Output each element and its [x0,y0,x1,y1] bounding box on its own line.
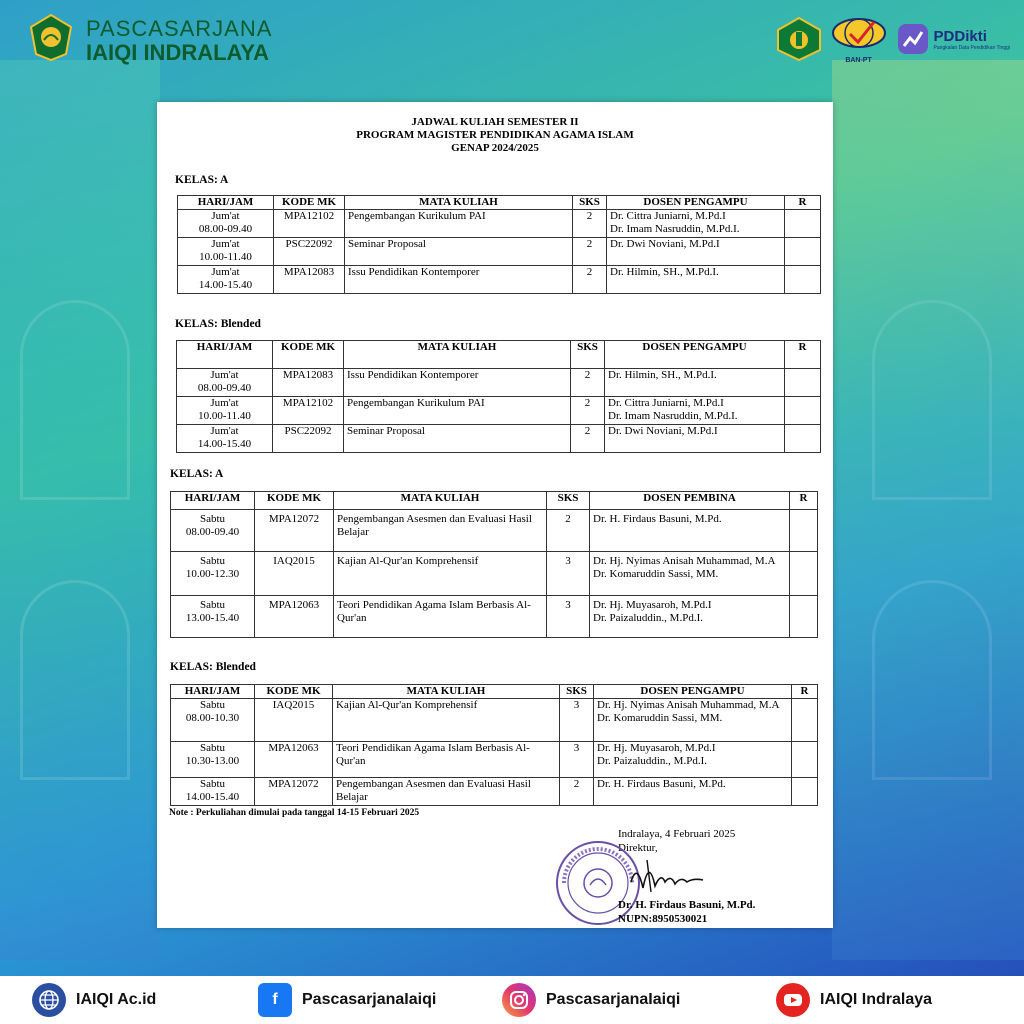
table-row [178,266,821,294]
course-name: Pengembangan Kurikulum PAI [345,210,573,238]
day: Sabtu [199,513,226,525]
day-time-cell [171,510,255,552]
day: Sabtu [199,555,226,567]
sign-name: Dr. H. Firdaus Basuni, M.Pd. [618,899,756,911]
lecturer-cell [594,699,792,742]
lecturer-cell [594,778,792,806]
lecturer: Dr. Hj. Nyimas Anisah Muhammad, M.A [597,699,780,711]
time: 10.00-12.30 [185,568,240,580]
lecturer: Dr. Imam Nasruddin, M.Pd.I. [608,410,738,422]
header-cell: MATA KULIAH [345,196,573,210]
day-time-cell [171,552,255,596]
course-code: PSC22092 [274,238,345,266]
room-cell [785,425,821,453]
course-name: Teori Pendidikan Agama Islam Berbasis Al-Qur'an [333,742,560,778]
room-cell [785,210,821,238]
day: Sabtu [199,778,226,790]
header-cell: MATA KULIAH [334,492,547,510]
table-row [178,210,821,238]
sks: 2 [571,369,605,397]
day: Jum'at [211,266,240,278]
lecturer-cell [605,369,785,397]
time: 14.00-15.40 [198,279,253,291]
course-name: Issu Pendidikan Kontemporer [344,369,571,397]
room-cell [785,397,821,425]
room-cell [785,369,821,397]
lecturer: Dr. Cittra Juniarni, M.Pd.I [608,397,724,409]
time: 14.00-15.40 [197,438,252,450]
course-code: MPA12063 [255,742,333,778]
course-code: MPA12083 [274,266,345,294]
lecturer: Dr. H. Firdaus Basuni, M.Pd. [593,513,722,525]
title-line-2: PROGRAM MAGISTER PENDIDIKAN AGAMA ISLAM [356,129,634,141]
sign-place-date: Indralaya, 4 Februari 2025 [618,828,736,840]
table-row [177,425,821,453]
schedule-table [170,684,818,806]
time: 13.00-15.40 [185,612,240,624]
day-time-cell [171,778,255,806]
facebook-label: PascasarjanaIaiqi [302,991,437,1008]
table-header-row [171,492,818,510]
instagram-icon [502,983,536,1017]
table-row [171,699,818,742]
room-cell [790,510,818,552]
lecturer: Dr. Imam Nasruddin, M.Pd.I. [610,223,740,235]
lecturer: Dr. Hj. Muyasaroh, M.Pd.I [597,742,716,754]
course-name: Pengembangan Asesmen dan Evaluasi Hasil Belajar [333,778,560,806]
schedule-note: Note : Perkuliahan dimulai pada tanggal 14-15 Februari 2025 [169,808,420,818]
lecturer: Dr. Dwi Noviani, M.Pd.I [608,425,718,437]
section-label: KELAS: A [170,468,224,480]
header-cell: KODE MK [274,196,345,210]
day: Sabtu [199,699,226,711]
lecturer: Dr. Dwi Noviani, M.Pd.I [610,238,720,250]
table-row [171,552,818,596]
header-cell: HARI/JAM [177,341,273,369]
title-line-3: GENAP 2024/2025 [451,142,539,154]
title-line-1: JADWAL KULIAH SEMESTER II [411,116,579,128]
instagram-label: PascasarjanaIaiqi [546,991,681,1008]
lecturer-cell [594,742,792,778]
pddikti-label: PDDikti [933,27,987,45]
course-name: Seminar Proposal [345,238,573,266]
day-time-cell [171,596,255,638]
header-cell: MATA KULIAH [344,341,571,369]
room-cell [785,266,821,294]
footer-instagram[interactable] [502,983,680,1017]
day-time-cell [178,266,274,294]
table-header-row [177,341,821,369]
pddikti-logo [896,22,1010,56]
youtube-label: IAIQI Indralaya [820,991,933,1008]
sks: 3 [547,596,590,638]
day: Sabtu [199,599,226,611]
day-time-cell [178,210,274,238]
time: 10.00-11.40 [198,410,251,422]
day: Jum'at [211,238,240,250]
lecturer: Dr. Paizaluddin., M.Pd.I. [597,755,707,767]
header-cell: DOSEN PENGAMPU [607,196,785,210]
sign-id: NUPN:8950530021 [618,913,708,925]
lecturer-cell [590,552,790,596]
facebook-icon: f [258,983,292,1017]
room-cell [785,238,821,266]
room-cell [790,552,818,596]
course-name: Teori Pendidikan Agama Islam Berbasis Al-Qur'an [334,596,547,638]
document-title [157,116,833,155]
course-name: Seminar Proposal [344,425,571,453]
course-code: MPA12083 [273,369,344,397]
course-name: Pengembangan Asesmen dan Evaluasi Hasil Belajar [334,510,547,552]
sks: 2 [573,238,607,266]
lecturer-cell [607,238,785,266]
footer-facebook[interactable] [258,983,436,1017]
sks: 2 [573,210,607,238]
iaiqi-logo-icon [26,12,76,62]
table-header-row [171,685,818,699]
day-time-cell [177,425,273,453]
partner-logos [776,14,1010,64]
time: 10.00-11.40 [199,251,252,263]
lecturer: Dr. Hj. Muyasaroh, M.Pd.I [593,599,712,611]
table-row [171,510,818,552]
section-label: KELAS: A [175,174,229,186]
course-code: MPA12072 [255,510,334,552]
day: Jum'at [210,369,239,381]
time: 08.00-09.40 [197,382,252,394]
header-cell: HARI/JAM [178,196,274,210]
table-row [178,238,821,266]
table-row [177,397,821,425]
lecturer: Dr. Hilmin, SH., M.Pd.I. [610,266,719,278]
table-row [171,596,818,638]
header-cell: SKS [571,341,605,369]
course-name: Kajian Al-Qur'an Komprehensif [333,699,560,742]
section-label: KELAS: Blended [175,318,261,330]
course-code: IAQ2015 [255,699,333,742]
background-building-right [832,60,1024,960]
day-time-cell [177,369,273,397]
header-cell: DOSEN PENGAMPU [594,685,792,699]
header-cell: SKS [547,492,590,510]
header-cell: HARI/JAM [171,685,255,699]
lecturer: Dr. Komaruddin Sassi, MM. [593,568,719,580]
room-cell [790,596,818,638]
footer-youtube[interactable] [776,983,932,1017]
banpt-logo [830,14,888,64]
header-cell: R [785,341,821,369]
lecturer: Dr. Hj. Nyimas Anisah Muhammad, M.A [593,555,776,567]
day: Sabtu [199,742,226,754]
header-cell: R [790,492,818,510]
room-cell [792,778,818,806]
sks: 2 [573,266,607,294]
lecturer-cell [605,397,785,425]
sks: 3 [560,742,594,778]
course-code: PSC22092 [273,425,344,453]
header-cell: R [785,196,821,210]
day-time-cell [171,742,255,778]
header-cell: DOSEN PENGAMPU [605,341,785,369]
schedule-table [170,491,818,638]
lecturer: Dr. Hilmin, SH., M.Pd.I. [608,369,717,381]
header-cell: KODE MK [255,685,333,699]
schedule-document [157,102,833,928]
time: 14.00-15.40 [185,791,240,803]
table-row [177,369,821,397]
table-header-row [178,196,821,210]
header-cell: KODE MK [255,492,334,510]
lecturer-cell [607,266,785,294]
room-cell [792,699,818,742]
banpt-label: BAN-PT [845,57,872,64]
time: 08.00-10.30 [185,712,240,724]
lecturer-cell [605,425,785,453]
table-row [171,742,818,778]
background-building-left [0,60,160,960]
header-cell: SKS [560,685,594,699]
header-cell: MATA KULIAH [333,685,560,699]
kemenag-logo-icon [776,16,822,62]
course-code: MPA12072 [255,778,333,806]
day-time-cell [171,699,255,742]
sks: 3 [547,552,590,596]
sks: 2 [560,778,594,806]
header-cell: HARI/JAM [171,492,255,510]
signatory [618,898,755,926]
day-time-cell [177,397,273,425]
time: 10.30-13.00 [185,755,240,767]
header-cell: SKS [573,196,607,210]
time: 08.00-09.40 [185,526,240,538]
section-label: KELAS: Blended [170,661,256,673]
brand-bottom: IAIQI INDRALAYA [86,40,269,65]
course-code: MPA12102 [273,397,344,425]
banpt-logo-icon [830,14,888,52]
lecturer-cell [590,510,790,552]
sks: 2 [571,397,605,425]
pddikti-logo-icon [896,22,930,56]
time: 08.00-09.40 [198,223,253,235]
sks: 2 [571,425,605,453]
sign-role: Direktur, [618,842,658,854]
header [0,0,1024,80]
room-cell [792,742,818,778]
course-code: MPA12063 [255,596,334,638]
course-name: Kajian Al-Qur'an Komprehensif [334,552,547,596]
brand-title [86,16,272,66]
schedule-table [177,195,821,294]
lecturer: Dr. Paizaluddin., M.Pd.I. [593,612,703,624]
footer [0,976,1024,1024]
course-name: Issu Pendidikan Kontemporer [345,266,573,294]
lecturer: Dr. Komaruddin Sassi, MM. [597,712,723,724]
lecturer-cell [607,210,785,238]
youtube-icon [776,983,810,1017]
lecturer-cell [590,596,790,638]
globe-icon [32,983,66,1017]
course-code: MPA12102 [274,210,345,238]
table-row [171,778,818,806]
lecturer: Dr. Cittra Juniarni, M.Pd.I [610,210,726,222]
sks: 3 [560,699,594,742]
lecturer: Dr. H. Firdaus Basuni, M.Pd. [597,778,726,790]
day: Jum'at [210,397,239,409]
sks: 2 [547,510,590,552]
day-time-cell [178,238,274,266]
footer-website[interactable] [32,983,156,1017]
header-cell: R [792,685,818,699]
day: Jum'at [211,210,240,222]
website-label: IAIQI Ac.id [76,991,157,1008]
brand-top: PASCASARJANA [86,16,273,41]
signature-icon [627,852,707,898]
schedule-table [176,340,821,453]
header-cell: DOSEN PEMBINA [590,492,790,510]
header-cell: KODE MK [273,341,344,369]
course-code: IAQ2015 [255,552,334,596]
course-name: Pengembangan Kurikulum PAI [344,397,571,425]
day: Jum'at [210,425,239,437]
pddikti-sub: Pangkalan Data Pendidikan Tinggi [933,44,1010,51]
